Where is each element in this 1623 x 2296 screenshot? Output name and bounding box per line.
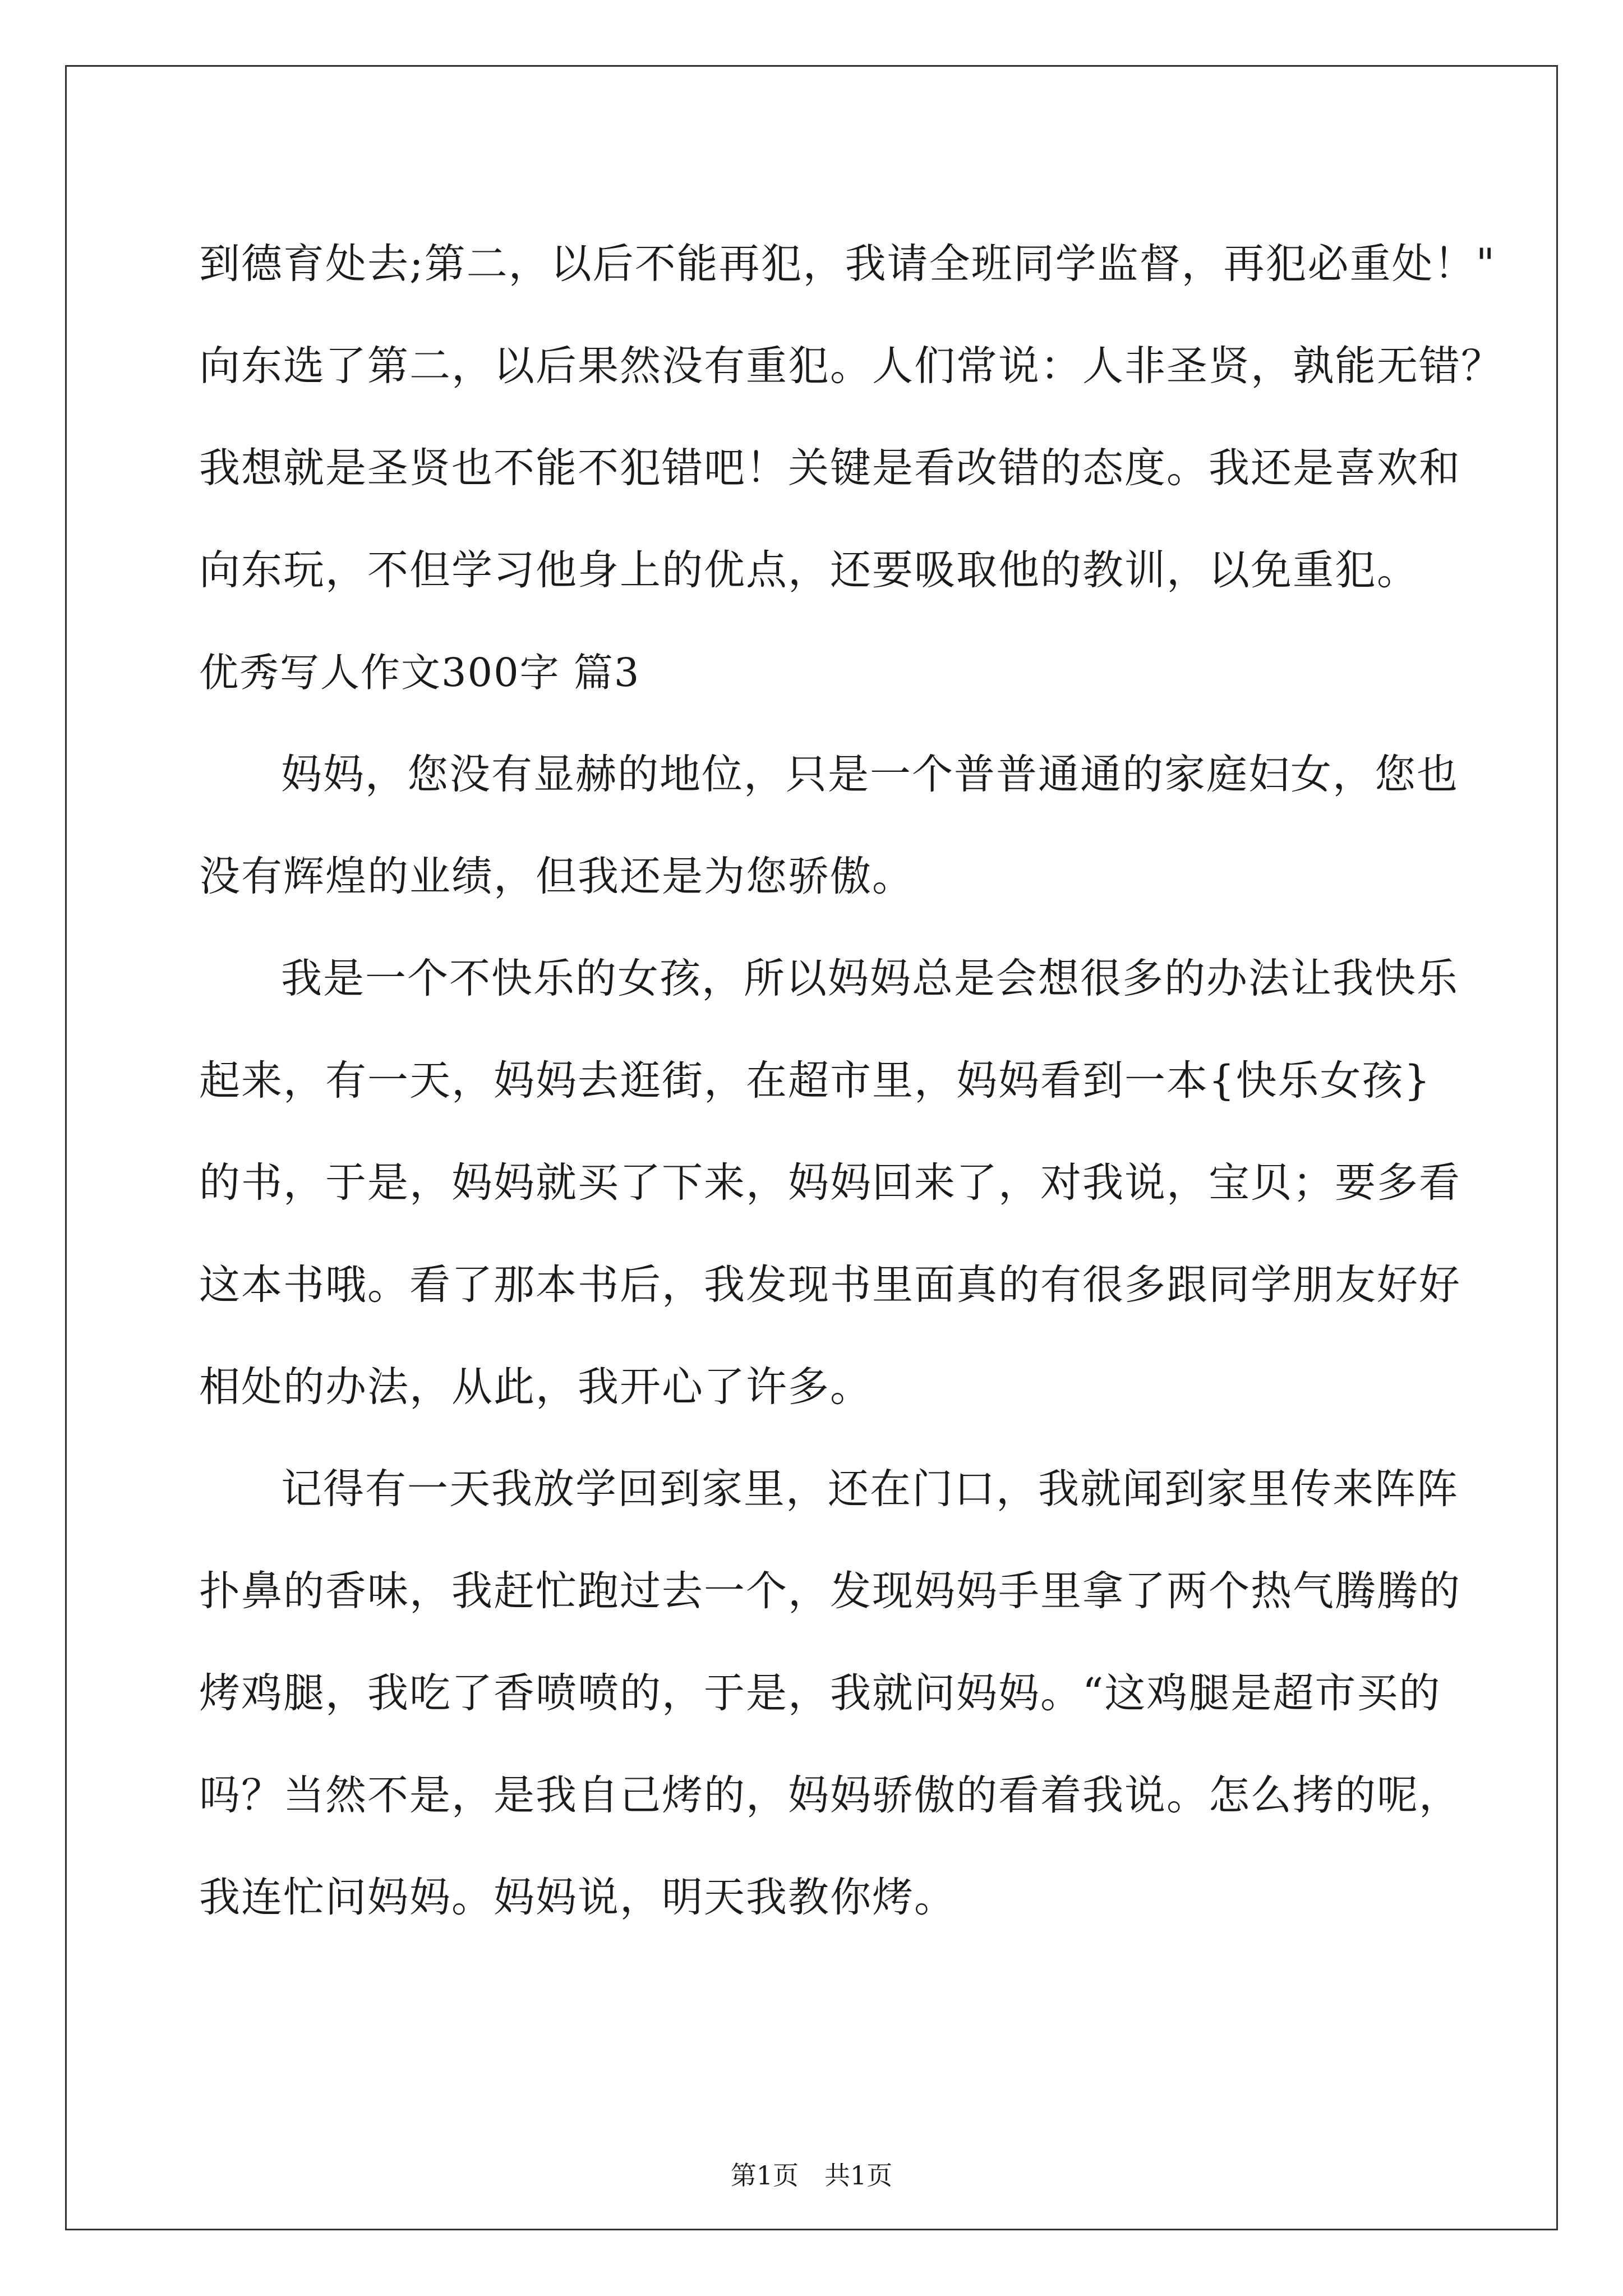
- text-line: 的书，于是，妈妈就买了下来，妈妈回来了，对我说，宝贝；要多看: [199, 1159, 1461, 1207]
- text-line: 烤鸡腿，我吃了香喷喷的，于是，我就问妈妈。“这鸡腿是超市买的: [199, 1669, 1441, 1717]
- paragraph-start-line: 记得有一天我放学回到家里，还在门口，我就闻到家里传来阵阵: [281, 1465, 1459, 1513]
- text-line: 吗？当然不是，是我自己烤的，妈妈骄傲的看着我说。怎么拷的呢，: [199, 1772, 1461, 1819]
- document-body: [199, 213, 1503, 1949]
- page-footer: 第1页 共1页: [730, 2160, 893, 2191]
- text-line: 向东玩，不但学习他身上的优点，还要吸取他的教训，以免重犯。: [199, 546, 1419, 594]
- text-line: 我连忙问妈妈。妈妈说，明天我教你烤。: [199, 1874, 956, 1921]
- text-line: 到德育处去;第二，以后不能再犯，我请全班同学监督，再犯必重处！": [199, 240, 1496, 288]
- paragraph-start-line: 妈妈，您没有显赫的地位，只是一个普普通通的家庭妇女，您也: [281, 751, 1459, 798]
- section-heading: 优秀写人作文300字 篇3: [199, 650, 640, 696]
- text-line: 这本书哦。看了那本书后，我发现书里面真的有很多跟同学朋友好好: [199, 1261, 1461, 1309]
- text-line: 起来，有一天，妈妈去逛街，在超市里，妈妈看到一本{快乐女孩}: [199, 1057, 1431, 1105]
- text-line: 向东选了第二，以后果然没有重犯。人们常说：人非圣贤，孰能无错？: [199, 342, 1503, 390]
- paragraph-start-line: 我是一个不快乐的女孩，所以妈妈总是会想很多的办法让我快乐: [281, 955, 1459, 1002]
- text-line: 没有辉煌的业绩，但我还是为您骄傲。: [199, 853, 914, 900]
- text-line: 扑鼻的香味，我赶忙跑过去一个，发现妈妈手里拿了两个热气腾腾的: [199, 1567, 1461, 1615]
- text-line: 我想就是圣贤也不能不犯错吧！关键是看改错的态度。我还是喜欢和: [199, 444, 1461, 492]
- text-line: 相处的办法，从此，我开心了许多。: [199, 1363, 872, 1411]
